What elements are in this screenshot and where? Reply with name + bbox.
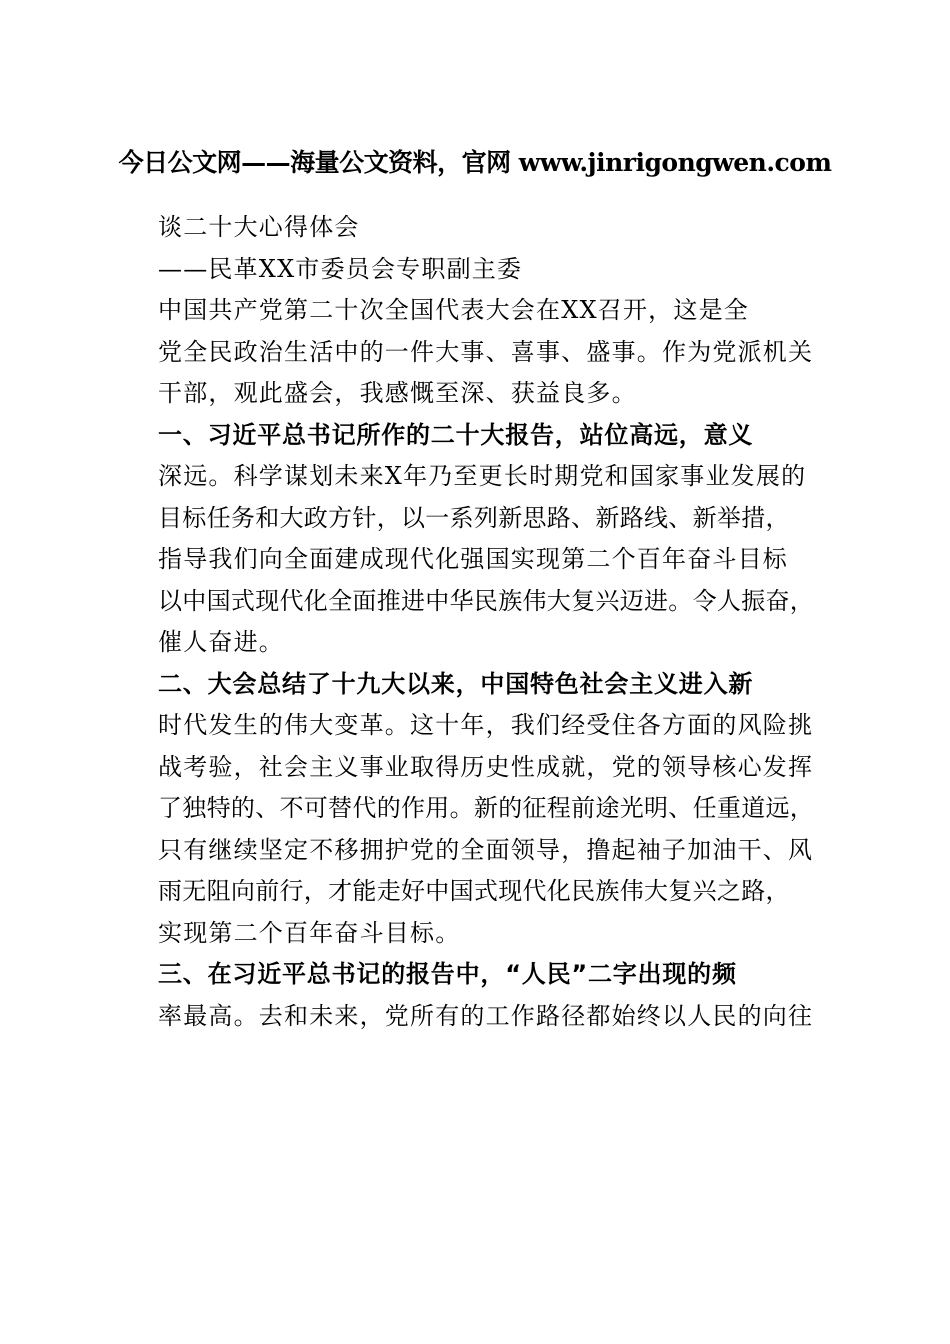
- site-banner: 今日公文网——海量公文资料，官网 www.jinrigongwen.com: [118, 148, 832, 177]
- text-line: 催人奋进。: [158, 628, 284, 656]
- text-line: 以中国式现代化全面推进中华民族伟大复兴迈进。令人振奋，: [158, 586, 815, 615]
- section-heading-3: 三、在习近平总书记的报告中，“人民”二字出现的频: [158, 960, 737, 988]
- text-line: 党全民政治生活中的一件大事、喜事、盛事。作为党派机关: [158, 337, 814, 366]
- text-line: 雨无阻向前行，才能走好中国式现代化民族伟大复兴之路，: [158, 877, 790, 905]
- text-line: 战考验，社会主义事业取得历史性成就，党的领导核心发挥: [158, 752, 814, 781]
- text-line: 率最高。去和未来，党所有的工作路径都始终以人民的向往: [158, 1001, 814, 1030]
- text-line: 实现第二个百年奋斗目标。: [158, 918, 461, 947]
- text-line: 只有继续坚定不移拥护党的全面领导，撸起袖子加油干、风: [158, 835, 814, 864]
- text-line: 中国共产党第二十次全国代表大会在XX召开，这是全: [158, 296, 749, 324]
- text-line: 了独特的、不可替代的作用。新的征程前途光明、任重道远，: [158, 794, 815, 822]
- text-line: 深远。科学谋划未来X年乃至更长时期党和国家事业发展的: [158, 462, 807, 490]
- document-author: ——民革XX市委员会专职副主委: [158, 254, 523, 283]
- section-heading-1: 一、习近平总书记所作的二十大报告，站位高远，意义: [158, 420, 754, 449]
- text-line: 时代发生的伟大变革。这十年，我们经受住各方面的风险挑: [158, 711, 814, 739]
- document-title: 谈二十大心得体会: [158, 213, 360, 241]
- text-line: 干部，观此盛会，我感慨至深、获益良多。: [158, 379, 637, 407]
- text-line: 目标任务和大政方针，以一系列新思路、新路线、新举措，: [158, 503, 790, 532]
- text-line: 指导我们向全面建成现代化强国实现第二个百年奋斗目标: [158, 545, 788, 573]
- section-heading-2: 二、大会总结了十九大以来，中国特色社会主义进入新: [158, 669, 754, 698]
- document-body: [158, 207, 838, 1037]
